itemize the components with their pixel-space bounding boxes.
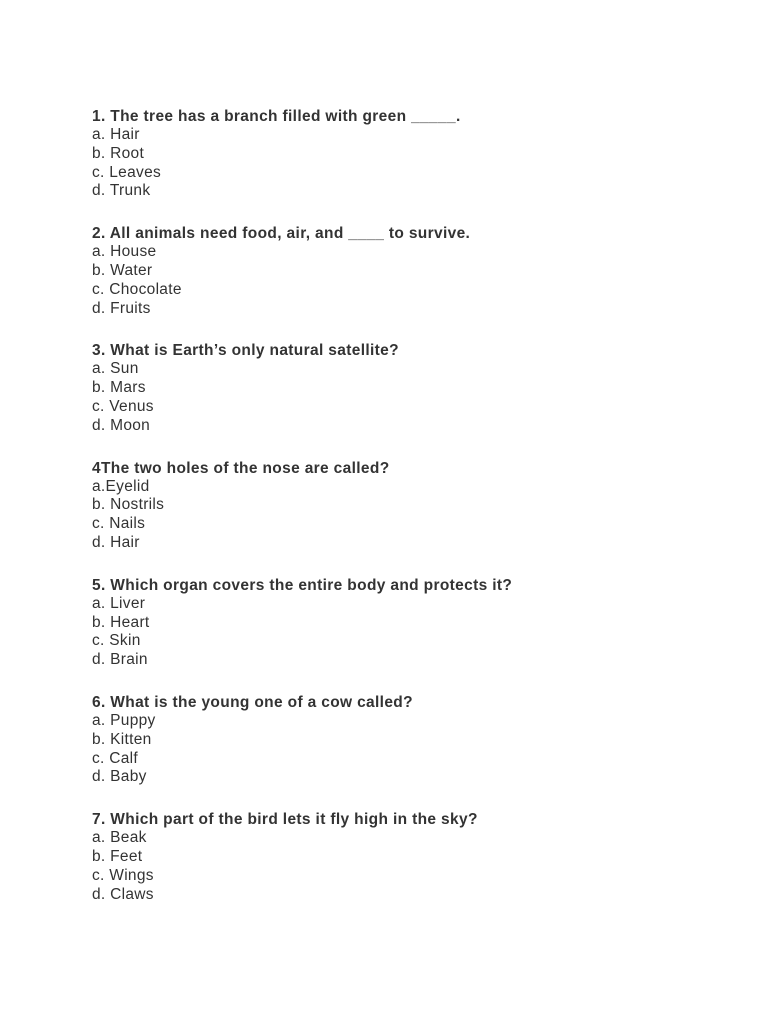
option-a: a. Beak <box>92 829 147 847</box>
question-1 <box>92 107 732 201</box>
question-text: 2. All animals need food, air, and ____ to survive. <box>92 225 471 243</box>
option-c: c. Venus <box>92 397 154 415</box>
question-4 <box>92 459 732 553</box>
option-d: d. Baby <box>92 768 147 786</box>
option-a: a. Hair <box>92 126 140 143</box>
option-d: d. Fruits <box>92 299 151 317</box>
question-6 <box>92 693 732 787</box>
question-7 <box>92 810 732 904</box>
question-2 <box>92 224 732 318</box>
option-b: b. Heart <box>92 613 150 631</box>
option-a: a.Eyelid <box>92 477 150 495</box>
question-text: 1. The tree has a branch filled with green _____. <box>92 108 461 125</box>
question-3 <box>92 341 732 435</box>
option-d: d. Trunk <box>92 182 151 200</box>
question-text: 5. Which organ covers the entire body and protects it? <box>92 576 513 594</box>
quiz-document <box>92 107 732 927</box>
option-d: d. Brain <box>92 651 148 669</box>
option-c: c. Wings <box>92 866 154 884</box>
question-text: 4The two holes of the nose are called? <box>92 459 390 477</box>
option-b: b. Mars <box>92 379 146 397</box>
question-text: 3. What is Earth’s only natural satellite? <box>92 342 399 360</box>
option-c: c. Skin <box>92 632 141 650</box>
option-d: d. Moon <box>92 416 151 434</box>
option-d: d. Claws <box>92 885 154 903</box>
question-text: 6. What is the young one of a cow called? <box>92 693 413 711</box>
option-b: b. Root <box>92 144 145 162</box>
option-c: c. Leaves <box>92 163 162 181</box>
option-b: b. Nostrils <box>92 496 165 514</box>
option-c: c. Calf <box>92 749 139 767</box>
option-a: a. House <box>92 243 157 261</box>
option-a: a. Liver <box>92 594 146 612</box>
question-text: 7. Which part of the bird lets it fly high in the sky? <box>92 811 478 829</box>
option-c: c. Chocolate <box>92 280 182 298</box>
option-b: b. Kitten <box>92 730 152 748</box>
option-d: d. Hair <box>92 533 140 551</box>
question-5 <box>92 576 732 670</box>
option-a: a. Puppy <box>92 711 156 729</box>
option-b: b. Water <box>92 261 153 279</box>
option-b: b. Feet <box>92 847 143 865</box>
option-a: a. Sun <box>92 360 139 378</box>
option-c: c. Nails <box>92 515 146 533</box>
